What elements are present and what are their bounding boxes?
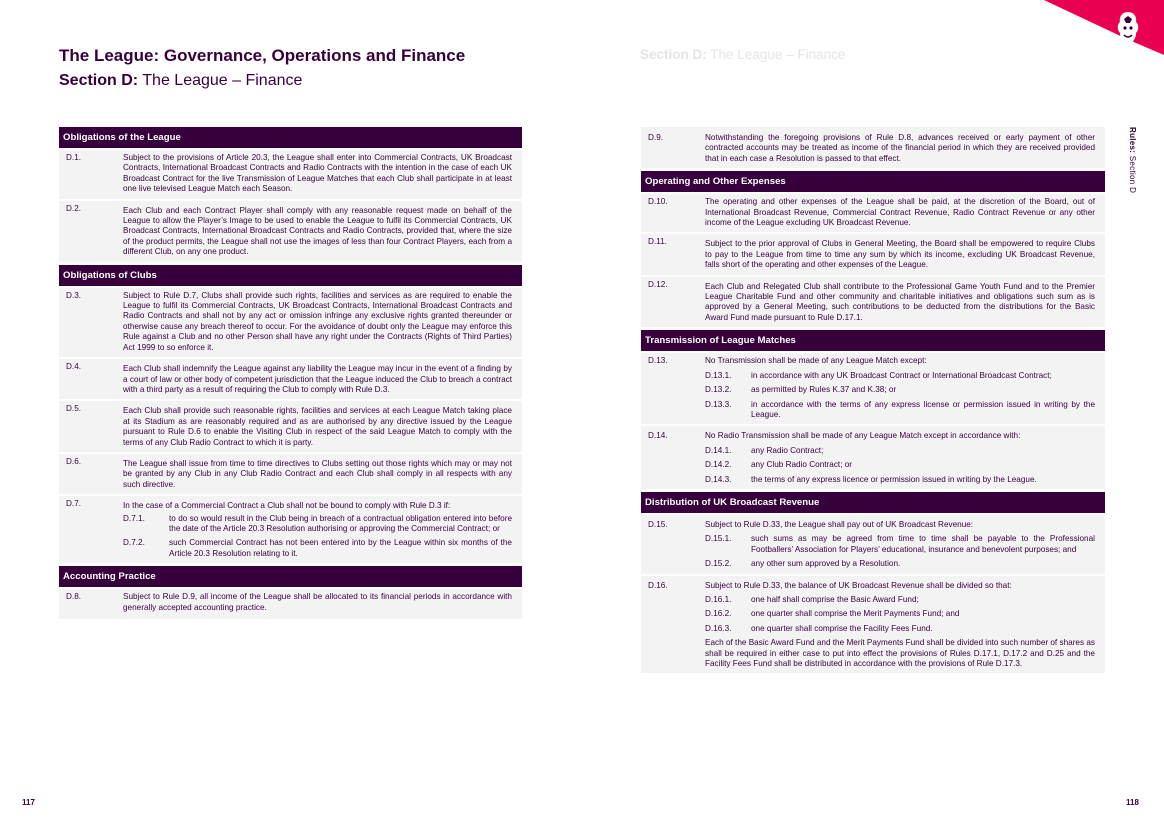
rule-d2: D.2. Each Club and each Contract Player shall comply with any reasonable request made on behalf of the League to allow the Player’s Image to be used to enable the League to fulfil its Commercial Contracts, UK Broadcast Contracts, International Broadcast Contracts and Radio Contracts, provided that, where the size of the product permits, the League shall not use the images of less than four Contract Players, each from a different Club, on any one product. [59, 201, 522, 262]
subrule-d14-3: D.14.3. the terms of any express licence or permission issued in writing by the League. [705, 474, 1037, 484]
subrule-d16-2: D.16.2. one quarter shall comprise the Merit Payments Fund; and [705, 609, 960, 619]
subrule-d7-2: D.7.2. such Commercial Contract has not been entered into by the League within six months of the Article 20.3 Resolution relating to it. [123, 538, 512, 558]
document-title: The League: Governance, Operations and Finance [59, 46, 466, 65]
rule-d3: D.3. Subject to Rule D.7, Clubs shall provide such rights, facilities and services as are required to enable the League to fulfil its Commercial Contracts, UK Broadcast Contracts, International Broadcast Contracts and Radio Contracts and shall not by any act or omission infringe any exclusive rights granted thereunder or otherwise cause any breach thereof to occur. For the avoidance of doubt only the League may enforce this Rule against a Club and no other Person shall have any right under the Contracts (Rights of Third Parties) Act 1999 to so enforce it. [59, 288, 522, 357]
rule-d13: D.13. No Transmission shall be made of any League Match except: D.13.1. in accordance with any UK Broadcast Contract or International Broadcast Contract; D.13.2. as permitted by Rules K.37 and K.38; or D.13.3. in accordance with the terms of any express license or permission issued in writing by the League. [641, 353, 1105, 424]
rule-d9: D.9. Notwithstanding the foregoing provisions of Rule D.8, advances received or early payment of other contracted accounts may be treated as income of the financial period in which they are received provided that in each case a Resolution is passed to that effect. [641, 127, 1105, 168]
page-number-right: 118 [1126, 798, 1139, 807]
left-column [59, 127, 522, 619]
subrule-d13-1: D.13.1. in accordance with any UK Broadcast Contract or International Broadcast Contract; [705, 370, 1052, 380]
subrule-d15-2: D.15.2. any other sum approved by a Resolution. [705, 559, 901, 569]
subrule-d14-2: D.14.2. any Club Radio Contract; or [705, 460, 853, 470]
subrule-d13-3: D.13.3. in accordance with the terms of any express license or permission issued in writing by the League. [705, 399, 1095, 419]
section-heading: Distribution of UK Broadcast Revenue [641, 492, 1105, 513]
subrule-d16-1: D.16.1. one half shall comprise the Basic Award Fund; [705, 594, 919, 604]
rule-d16-closing-paragraph: Each of the Basic Award Fund and the Merit Payments Fund shall be divided into such number of shares as shall be required in either case to put into effect the provisions of Rules D.17.1, D.17.2 and D.25 and the Facility Fees Fund shall be distributed in accordance with the provisions of Rule D.17.3. [705, 638, 1095, 668]
section-heading: Accounting Practice [59, 566, 522, 587]
rule-d14: D.14. No Radio Transmission shall be made of any League Match except in accordance with: D.14.1. any Radio Contract; D.14.2. any Club Radio Contract; or D.14.3. the terms of any express licence or permission issued in writing by the League. [641, 426, 1105, 489]
subrule-d14-1: D.14.1. any Radio Contract; [705, 445, 824, 455]
rule-d10: D.10. The operating and other expenses of the League shall be paid, at the discretion of the Board, out of International Broadcast Revenue, Commercial Contract Revenue, Radio Contract Revenue or any other income of the League excluding UK Broadcast Revenue. [641, 194, 1105, 232]
rule-d12: D.12. Each Club and Relegated Club shall contribute to the Professional Game Youth Fund and to the Premier League Charitable Fund and other community and charitable initiatives and obligations such sum as is approved by a General Meeting, such contributions to be deducted from the distributions for the Basic Award Fund made pursuant to Rule D.17.1. [641, 277, 1105, 328]
rule-d4: D.4. Each Club shall indemnify the League against any liability the League may incur in the event of a finding by a court of law or other body of competent jurisdiction that the League induced the Club to breach a contract with a third party as a result of requiring the Club to comply with Rule D.3. [59, 359, 522, 399]
rule-d7: D.7. In the case of a Commercial Contract a Club shall not be bound to comply with Rule D.3 if: D.7.1. to do so would result in the Club being in breach of a contractual obligation entered into before the date of the Article 20.3 Resolution authorising or approving the Commercial Contract; or D.7.2. such Commercial Contract has not been entered into by the League within six months of the Article 20.3 Resolution relating to it. [59, 496, 522, 563]
right-column [641, 127, 1105, 673]
section-heading: Obligations of the League [59, 127, 522, 148]
corner-accent-shape [1044, 0, 1164, 55]
section-title: Section D: The League – Finance [59, 72, 303, 89]
section-heading: Obligations of Clubs [59, 265, 522, 286]
rule-d6: D.6. The League shall issue from time to time directives to Clubs setting out those rights which may or may not be granted by any Club in any Club Radio Contract and each Club shall comply in all respects with any such directive. [59, 454, 522, 494]
subrule-d16-3: D.16.3. one quarter shall comprise the Facility Fees Fund. [705, 623, 933, 633]
section-heading: Transmission of League Matches [641, 330, 1105, 351]
rule-d16: D.16. Subject to Rule D.33, the balance of UK Broadcast Revenue shall be divided so that: D.16.1. one half shall comprise the Basic Award Fund; D.16.2. one quarter shall comprise the Merit Payments Fund; and D.16.3. one quarter shall comprise the Facility Fees Fund. Each of the Basic Award Fund and the Merit Payments Fund shall be divided into such number of shares as shall be required in either case to put into effect the provisions of Rules D.17.1, D.17.2 and D.25 and the Facility Fees Fund shall be distributed in accordance with the provisions of Rule D.17.3. [641, 576, 1105, 674]
premier-league-lion-icon [1114, 10, 1142, 46]
subrule-d13-2: D.13.2. as permitted by Rules K.37 and K.38; or [705, 385, 897, 395]
rule-d15: D.15. Subject to Rule D.33, the League shall pay out of UK Broadcast Revenue: D.15.1. such sums as may be agreed from time to time shall be payable to the Professional Footballers’ Association for Players’ educational, insurance and benevolent purposes; and D.15.2. any other sum approved by a Resolution. [641, 515, 1105, 574]
side-label: Rules: Section D [1128, 127, 1137, 194]
subrule-d15-1: D.15.1. such sums as may be agreed from time to time shall be payable to the Professional Footballers’ Association for Players’ educational, insurance and benevolent purposes; and [705, 534, 1095, 554]
section-heading: Operating and Other Expenses [641, 171, 1105, 192]
page-number-left: 117 [22, 798, 35, 807]
rule-d1: D.1. Subject to the provisions of Article 20.3, the League shall enter into Commercial Contracts, UK Broadcast Contracts, International Broadcast Contracts and Radio Contracts with the intention in the case of each UK Broadcast Contract for the live Transmission of League Matches that each Club shall participate in at least one live televised League Match each Season. [59, 150, 522, 199]
rule-d8: D.8. Subject to Rule D.9, all income of the League shall be allocated to its financial periods in accordance with generally accepted accounting practice. [59, 589, 522, 619]
rule-d11: D.11. Subject to the prior approval of Clubs in General Meeting, the Board shall be empowered to require Clubs to pay to the League from time to time any sum by which its income, excluding UK Broadcast Revenue, falls short of the operating and other expenses of the League. [641, 234, 1105, 274]
rule-d5: D.5. Each Club shall provide such reasonable rights, facilities and services at each League Match taking place at its Stadium as are reasonably required and as are authorised by any directive issued by the League pursuant to Rule D.6 to enable the Visiting Club in respect of the said League Match to comply with the terms of any Club Radio Contract to which it is party. [59, 401, 522, 452]
subrule-d7-1: D.7.1. to do so would result in the Club being in breach of a contractual obligation entered into before the date of the Article 20.3 Resolution authorising or approving the Commercial Contract; or [123, 513, 512, 533]
running-header: Section D: The League – Finance [640, 47, 846, 62]
